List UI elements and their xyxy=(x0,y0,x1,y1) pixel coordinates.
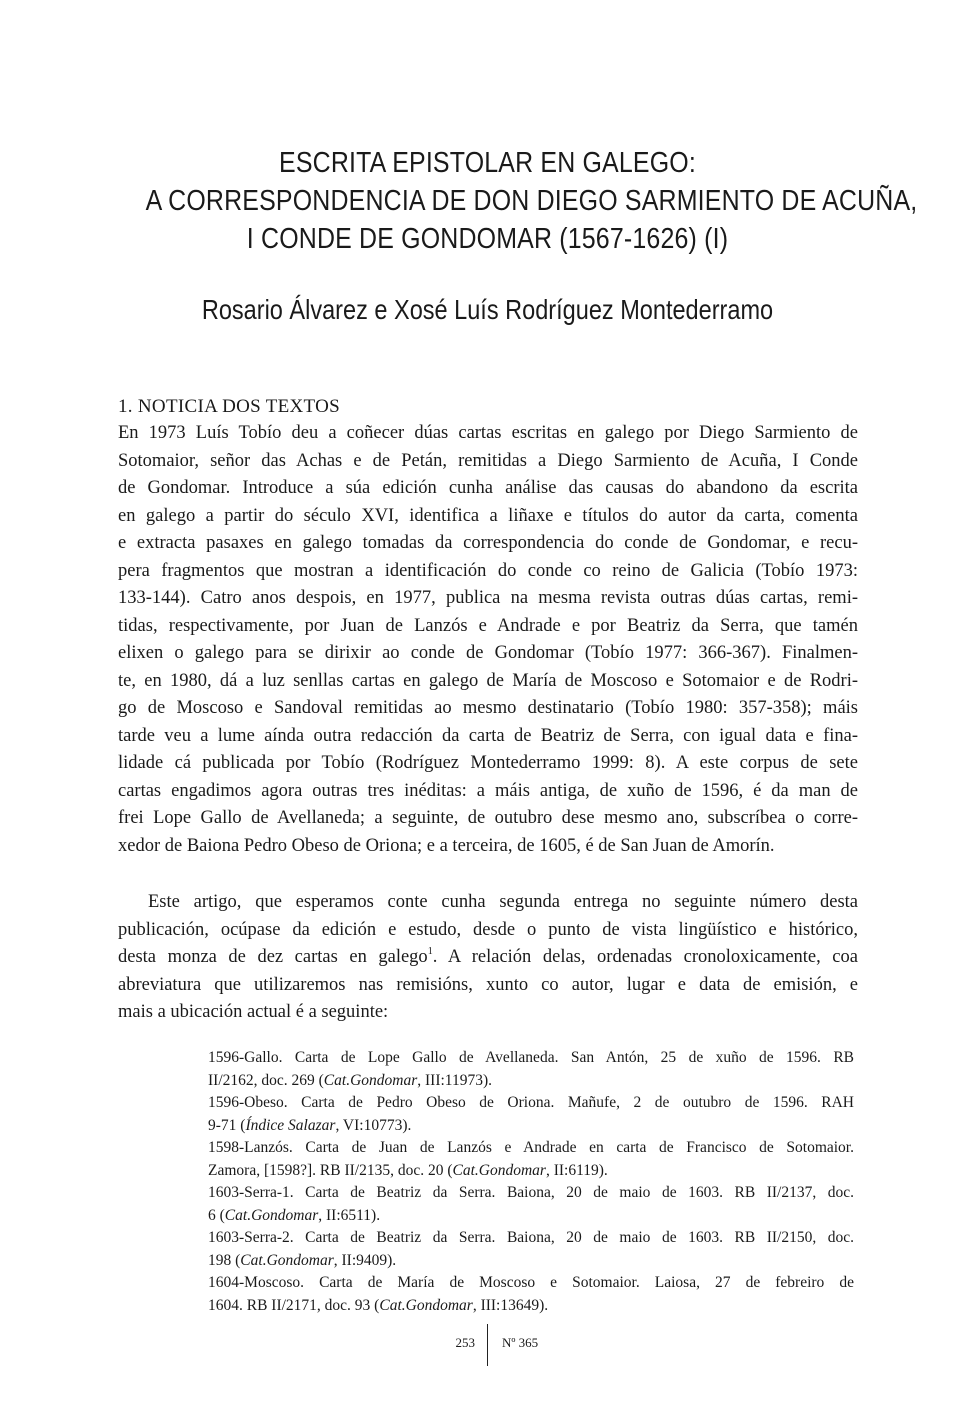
text-line: Sotomaior, señor das Achas e de Petán, remitidas a Diego Sarmiento de Acuña, I Conde xyxy=(118,450,858,471)
paragraph-2 xyxy=(118,889,858,1027)
list-item-line: 1596-Gallo. Carta de Lope Gallo de Avellaneda. San Antón, 25 de xuño de 1596. RB xyxy=(208,1049,854,1066)
footnote-marker[interactable]: 1 xyxy=(427,945,433,957)
text-fragment: , II:6119). xyxy=(545,1161,608,1179)
paragraph-1 xyxy=(118,420,858,860)
list-item xyxy=(208,1137,854,1182)
list-item-line: 1603-Serra-2. Carta de Beatriz da Serra. Baiona, 20 de maio de 1603. RB II/2150, doc. xyxy=(208,1229,854,1246)
text-fragment: II/2162, doc. 269 ( xyxy=(208,1071,324,1089)
text-fragment: 198 ( xyxy=(208,1251,241,1269)
text-line: lidade cá publicada por Tobío (Rodríguez Montederramo 1999: 8). A este corpus de sete xyxy=(118,753,858,773)
catalog-name: Cat.Gondomar xyxy=(224,1206,319,1224)
article-title xyxy=(145,144,918,258)
text-line: frei Lope Gallo de Avellaneda; a seguinte, de outubro dese mesmo ano, subscríbea o corre- xyxy=(118,808,858,828)
article-authors: Rosario Álvarez e Xosé Luís Rodríguez Montederramo xyxy=(201,294,774,325)
list-item xyxy=(208,1227,854,1272)
catalog-name: Cat.Gondomar xyxy=(379,1296,473,1314)
page-number: 253 xyxy=(455,1335,475,1350)
list-item-line xyxy=(208,1250,854,1273)
text-line: go de Moscoso e Sandoval remitidas ao mesmo destinatario (Tobío 1980: 357-358); máis xyxy=(118,698,858,718)
catalog-name: Cat.Gondomar xyxy=(323,1071,418,1089)
text-fragment: , II:9409). xyxy=(333,1251,397,1269)
list-item xyxy=(208,1047,854,1092)
text-line-with-footnote xyxy=(118,944,858,972)
text-line: En 1973 Luís Tobío deu a coñecer dúas cartas escritas en galego por Diego Sarmiento de xyxy=(118,423,858,443)
footer-divider xyxy=(487,1324,488,1366)
title-line: I CONDE DE GONDOMAR (1567-1626) (I) xyxy=(246,223,729,255)
list-item-line: 1596-Obeso. Carta de Pedro Obeso de Oriona. Mañufe, 2 de outubro de 1596. RAH xyxy=(208,1094,854,1111)
text-line: pera fragmentos que mostran a identificación do conde co reino de Galicia (Tobío 1973: xyxy=(118,560,858,581)
catalog-name: Índice Salazar xyxy=(245,1116,336,1134)
text-line: en galego a partir do século XVI, identifica a liñaxe e títulos do autor da carta, comenta xyxy=(118,505,858,526)
text-line: e extracta pasaxes en galego tomadas da correspondencia do conde de Gondomar, e recu- xyxy=(118,533,858,553)
text-line: Este artigo, que esperamos conte cunha segunda entrega no seguinte número desta xyxy=(148,892,858,912)
list-item xyxy=(208,1272,854,1317)
list-item xyxy=(208,1092,854,1137)
text-fragment: , VI:10773). xyxy=(335,1116,412,1134)
text-fragment: , III:11973). xyxy=(417,1071,493,1089)
list-item-line xyxy=(208,1205,854,1228)
text-fragment: desta monza de dez cartas en galego xyxy=(118,947,428,967)
catalog-name: Cat.Gondomar xyxy=(452,1161,546,1179)
text-fragment: , II:6511). xyxy=(318,1206,381,1224)
list-item-line xyxy=(208,1070,854,1093)
text-fragment: 9-71 ( xyxy=(208,1116,246,1134)
text-line: tarde veu a lume aínda outra redacción da carta de Beatriz de Serra, con igual data e fina- xyxy=(118,725,858,746)
text-fragment: . A relación delas, ordenadas cronoloxicamente, coa xyxy=(432,947,858,967)
text-line: mais a ubicación actual é a seguinte: xyxy=(118,1002,389,1022)
text-line: te, en 1980, dá a luz senllas cartas en galego de María de Moscoso e Sotomaior e de Rodri- xyxy=(118,670,858,691)
text-line: tidas, respectivamente, por Juan de Lanzós e Andrade e por Beatriz da Serra, que tamén xyxy=(118,615,858,636)
text-fragment: , III:13649). xyxy=(472,1296,549,1314)
text-fragment: 6 ( xyxy=(208,1206,225,1224)
text-line: elixen o galego para se dirixir ao conde de Gondomar (Tobío 1977: 366-367). Finalmen- xyxy=(118,643,858,663)
text-line: 133-144). Catro anos despois, en 1977, publica na mesma revista outras dúas cartas, remi- xyxy=(118,588,858,608)
list-item-line xyxy=(208,1160,854,1183)
text-line: xedor de Baiona Pedro Obeso de Oriona; e a terceira, de 1605, é de San Juan de Amorín. xyxy=(118,835,775,856)
issue-number: Nº 365 xyxy=(502,1335,539,1350)
catalog-name: Cat.Gondomar xyxy=(240,1251,334,1269)
text-line: cartas engadimos agora outras tres inéditas: a máis antiga, de xuño de 1596, é da man de xyxy=(118,780,858,801)
title-line: ESCRITA EPISTOLAR EN GALEGO: xyxy=(279,147,696,179)
list-item-line xyxy=(208,1295,854,1318)
title-line: A CORRESPONDENCIA DE DON DIEGO SARMIENTO DE ACUÑA, xyxy=(145,185,918,217)
list-item xyxy=(208,1182,854,1227)
text-line: abreviatura que utilizaremos nas remisións, xunto co autor, lugar e data de emisión, e xyxy=(118,974,858,995)
text-line: publicación, ocúpase da edición e estudo, desde o punto de vista lingüístico e histórico, xyxy=(118,919,858,940)
list-item-line xyxy=(208,1115,854,1138)
text-fragment: 1604. RB II/2171, doc. 93 ( xyxy=(208,1296,380,1314)
list-item-line: 1598-Lanzós. Carta de Juan de Lanzós e Andrade en carta de Francisco de Sotomaior. xyxy=(208,1139,854,1156)
list-item-line: 1604-Moscoso. Carta de María de Moscoso e Sotomaior. Laiosa, 27 de febreiro de xyxy=(208,1274,854,1291)
list-item-line: 1603-Serra-1. Carta de Beatriz da Serra. Baiona, 20 de maio de 1603. RB II/2137, doc. xyxy=(208,1184,854,1201)
section-heading: 1. NOTICIA DOS TEXTOS xyxy=(118,396,340,417)
text-line: de Gondomar. Introduce a súa edición cunha análise das causas do abandono da escrita xyxy=(118,478,858,498)
text-fragment: Zamora, [1598?]. RB II/2135, doc. 20 ( xyxy=(208,1161,453,1179)
letters-list xyxy=(208,1047,854,1317)
